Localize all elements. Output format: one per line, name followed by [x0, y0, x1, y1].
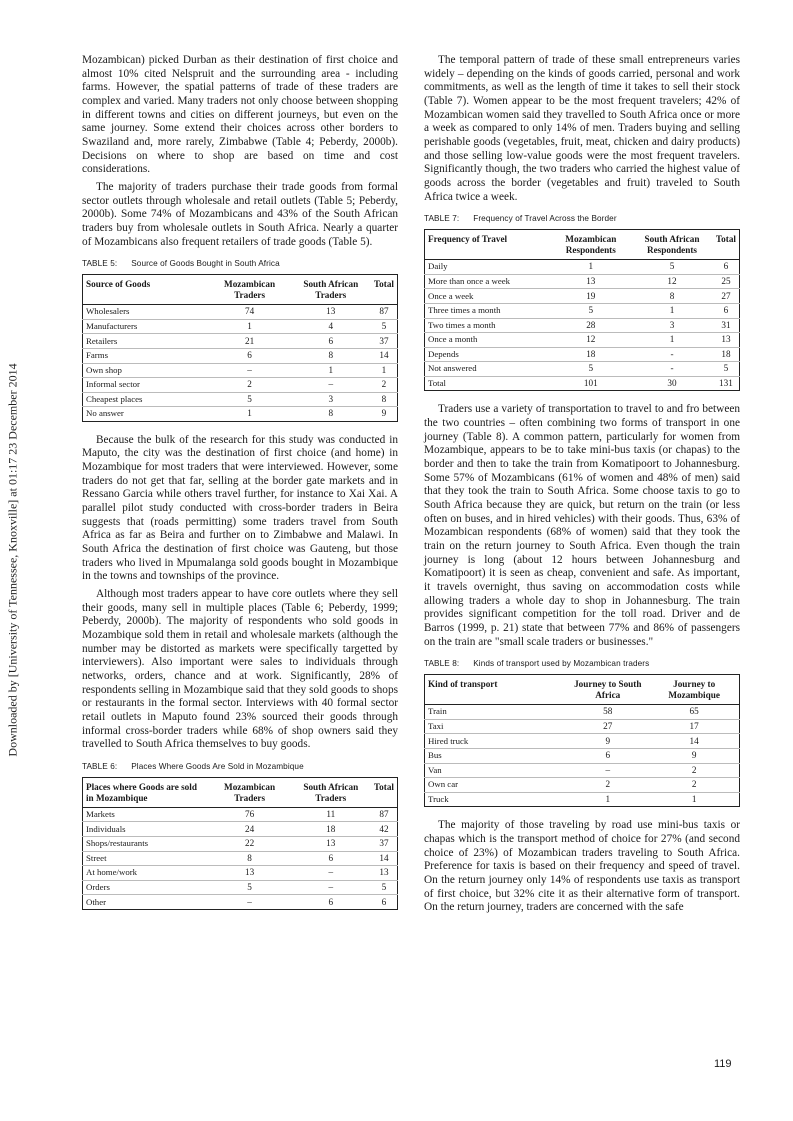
row-label-cell: Train [428, 706, 447, 717]
table-row [425, 318, 740, 333]
table-row [83, 407, 398, 422]
value-cell: 27 [603, 721, 613, 731]
value-cell: – [328, 379, 334, 390]
table8-caption [424, 659, 740, 668]
table-row [83, 895, 398, 910]
page-number: 119 [714, 1058, 732, 1070]
row-label-cell: At home/work [86, 867, 138, 878]
left-paragraph-1: Mozambican) picked Durban as their destination of first choice and almost 10% cited Nelspruit and the surrounding area - including farms. However, the spatial patterns of trade of these traders are complex and varied. Many traders not only choose between shopping in different towns and cities on different journeys, but even on the same journey. Some extend their choices across other borders to Swaziland and, more rarely, Zimbabwe (Table 4; Peberdy, 2000b). Decisions on where to shop are based on time and cost considerations. [82, 54, 398, 176]
value-cell: 1 [669, 334, 675, 345]
table7 [424, 229, 740, 391]
table5-body [83, 305, 398, 422]
left-paragraph-3: Because the bulk of the research for this study was conducted in Maputo, the city was the destination of first choice (and home) in Mozambique for most traders that were interviewed. However, some traders do not get that far, selling at the border gate markets and in Ressano Garcia while others travel further, for instance to Xai Xai. A parallel pilot study conducted with cross-border traders in Beira suggests that (roads permitting) some traders travel from South Africa as far as Beira and further on to Zimbabwe and Malawi. In South Africa the destination of first choice was Gauteng, but those traders who lived in Mpumalanga sold goods bought in Mozambique in the towns and townships of the province. [82, 433, 398, 583]
value-cell: 2 [691, 779, 697, 790]
table7-number: TABLE 7: [424, 214, 460, 224]
value-cell: 6 [605, 750, 611, 761]
table6-caption [82, 762, 398, 771]
table6-header: Mozambican Traders [209, 777, 291, 807]
left-paragraph-4: Although most traders appear to have core outlets where they sell their goods, many sell in multiple places (Table 6; Peberdy, 1999; Peberdy, 2000b). The majority of respondents who sold goods in Mozambique sold them in retail and wholesale markets (although the number may be distorted as markets were specifically targetted by interviewers). Also important were sales to individuals through networks, orders, chance and at work. Significantly, 28% of respondents selling in Mozambique said that they sold goods to shops or restaurants in the formal sector. Interviews with 40 formal sector retail outlets in Maputo found 23% sourced their goods through informal cross-border traders while 68% of shop owners said they travelled to South Africa themselves to buy goods. [82, 588, 398, 751]
table-row [425, 289, 740, 304]
table-row [425, 792, 740, 807]
download-watermark [0, 0, 26, 1121]
value-cell: 101 [583, 378, 598, 389]
value-cell: 13 [721, 334, 731, 345]
value-cell: 4 [328, 320, 334, 331]
value-cell: 8 [328, 350, 334, 361]
right-paragraph-1: The temporal pattern of trade of these small entrepreneurs varies widely – depending on the kinds of goods carried, personal and work commitments, as well as the length of time it takes to sell their stock (Table 7). Women appear to be the most frequent travelers; 42% of Mozambican women said they travelled to South Africa once or more a week as compared to only 14% of men. Traders buying and selling perishable goods (vegetables, fruit, meat, chicken and dairy products) and those selling low-value goods were the most frequent travelers. Significantly though, the two traders who carried the highest value of goods across the border (vegetables and fruit) traveled to South Africa twice a week. [424, 54, 740, 203]
value-cell: 1 [605, 793, 611, 804]
table-row [425, 274, 740, 289]
row-label-cell: Markets [86, 809, 115, 820]
table-row [83, 334, 398, 349]
table-row [425, 734, 740, 749]
value-cell: 13 [326, 306, 336, 317]
table5-header: Source of Goods [83, 275, 209, 305]
table5-header: Total [371, 275, 398, 305]
value-cell: 5 [247, 881, 252, 892]
value-cell: 58 [603, 706, 613, 717]
row-label-cell: Daily [428, 261, 448, 272]
value-cell: – [605, 764, 611, 775]
table5-header: Mozambican Traders [209, 275, 291, 305]
value-cell: 6 [328, 896, 334, 907]
row-label-cell: Total [428, 378, 446, 389]
value-cell: 6 [328, 335, 334, 346]
value-cell: 13 [586, 275, 596, 286]
value-cell: 5 [588, 363, 594, 374]
table7-body [425, 260, 740, 391]
table5-title: Source of Goods Bought in South Africa [131, 259, 280, 269]
table7-header: Frequency of Travel [425, 230, 551, 260]
value-cell: 1 [669, 305, 675, 316]
table-row [425, 362, 740, 377]
value-cell: 5 [381, 320, 387, 331]
table7-caption [424, 214, 740, 223]
value-cell: 9 [381, 408, 387, 419]
value-cell: 1 [381, 364, 387, 375]
row-label-cell: Farms [86, 350, 108, 361]
table-row [83, 378, 398, 393]
table-row [83, 348, 398, 363]
value-cell: 31 [721, 319, 731, 330]
value-cell: 42 [379, 823, 389, 834]
table6-body [83, 807, 398, 909]
row-label-cell: No answer [86, 408, 124, 419]
value-cell: 87 [379, 306, 389, 317]
value-cell: 18 [721, 348, 731, 359]
value-cell: 19 [586, 290, 596, 301]
value-cell: 13 [379, 867, 389, 878]
table7-header: Mozambican Respondents [551, 230, 632, 260]
value-cell: 1 [588, 261, 594, 272]
row-label-cell: Truck [428, 793, 449, 804]
value-cell: 9 [691, 750, 697, 761]
value-cell: 6 [381, 896, 387, 907]
left-column [82, 54, 398, 922]
row-label-cell: Own car [428, 779, 459, 790]
table-row [83, 851, 398, 866]
table-row [83, 880, 398, 895]
value-cell: 1 [247, 408, 252, 419]
table8 [424, 674, 740, 807]
table-row [425, 778, 740, 793]
value-cell: 8 [669, 290, 675, 301]
value-cell: 3 [669, 319, 675, 330]
row-label-cell: Hired truck [428, 735, 469, 746]
table-row [83, 866, 398, 881]
value-cell: - [670, 348, 674, 359]
table6-title: Places Where Goods Are Sold in Mozambique [131, 761, 304, 771]
table6-header: Places where Goods are sold in Mozambique [83, 777, 209, 807]
table5 [82, 274, 398, 422]
table6-number: TABLE 6: [82, 761, 118, 771]
value-cell: 9 [605, 735, 611, 746]
row-label-cell: Individuals [86, 823, 126, 834]
value-cell: 6 [247, 350, 252, 361]
table6-header: Total [371, 777, 398, 807]
value-cell: 2 [381, 379, 387, 390]
row-label-cell: Shops/restaurants [86, 838, 149, 849]
value-cell: 37 [379, 335, 389, 346]
value-cell: 14 [689, 735, 699, 746]
table8-header: Journey to South Africa [566, 675, 649, 705]
value-cell: 12 [667, 275, 677, 286]
table7-header: Total [713, 230, 740, 260]
value-cell: 87 [379, 809, 389, 820]
value-cell: 8 [247, 852, 252, 863]
value-cell: 6 [723, 305, 729, 316]
table8-body [425, 705, 740, 807]
table8-header: Journey to Mozambique [649, 675, 739, 705]
table-row [425, 719, 740, 734]
value-cell: 74 [244, 306, 255, 317]
table-row [83, 319, 398, 334]
row-label-cell: Two times a month [428, 319, 496, 330]
value-cell: 18 [326, 823, 336, 834]
value-cell: 12 [586, 334, 596, 345]
table-row [425, 705, 740, 720]
row-label-cell: Not answered [428, 363, 477, 374]
table6 [82, 777, 398, 910]
value-cell: 5 [723, 363, 729, 374]
row-label-cell: Informal sector [86, 379, 140, 390]
row-label-cell: Wholesalers [86, 306, 130, 317]
table-row [83, 807, 398, 822]
value-cell: – [247, 364, 252, 375]
table-row [83, 305, 398, 320]
table7-title: Frequency of Travel Across the Border [473, 214, 617, 224]
value-cell: 13 [326, 838, 336, 849]
value-cell: 17 [689, 721, 699, 731]
left-paragraph-2: The majority of traders purchase their trade goods from formal sector outlets through wholesale and retail outlets (Table 5; Peberdy, 2000b). Some 74% of Mozambicans and 43% of the South African traders buy from wholesale outlets in South Africa. Nearly a quarter of Mozambicans also frequent retailers of trade goods (Table 5). [82, 180, 398, 248]
table-row [425, 763, 740, 778]
value-cell: 25 [721, 275, 731, 286]
row-label-cell: Once a week [428, 290, 474, 301]
value-cell: 5 [669, 261, 675, 272]
value-cell: 30 [667, 378, 677, 389]
value-cell: 37 [379, 838, 389, 849]
value-cell: 76 [244, 809, 255, 820]
table-row [425, 260, 740, 275]
table5-number: TABLE 5: [82, 259, 118, 269]
value-cell: 24 [244, 823, 255, 834]
table-row [425, 347, 740, 362]
value-cell: – [328, 867, 334, 878]
value-cell: 8 [328, 408, 334, 419]
value-cell: 27 [721, 290, 731, 301]
row-label-cell: Street [86, 852, 107, 863]
value-cell: - [670, 363, 674, 374]
table5-header: South African Traders [291, 275, 371, 305]
value-cell: 1 [328, 364, 334, 375]
value-cell: – [328, 881, 334, 892]
value-cell: 14 [379, 350, 389, 361]
table-row [425, 376, 740, 391]
value-cell: 2 [605, 779, 611, 790]
row-label-cell: Own shop [86, 364, 122, 375]
value-cell: 2 [691, 764, 697, 775]
value-cell: 6 [328, 852, 334, 863]
row-label-cell: Manufacturers [86, 320, 138, 331]
value-cell: 1 [691, 793, 697, 804]
value-cell: 22 [244, 838, 255, 849]
value-cell: 6 [723, 261, 729, 272]
row-label-cell: Once a month [428, 334, 478, 345]
row-label-cell: Bus [428, 750, 442, 761]
right-column [424, 54, 740, 919]
value-cell: 65 [689, 706, 699, 717]
row-label-cell: Taxi [428, 721, 444, 731]
table8-header: Kind of transport [425, 675, 567, 705]
right-paragraph-3: The majority of those traveling by road use mini-bus taxis or chapas which is the transport method of choice for 27% (and second choice of 23%) of Mozambican traders traveling to South Africa. Preference for taxis is based on their frequency and speed of travel. On the return journey only 14% of respondents use taxis as transport of first choice, but 32% cite it as their alternative form of transport. On the return journey, traders are concerned with the safe [424, 819, 740, 914]
value-cell: 2 [247, 379, 252, 390]
value-cell: 5 [247, 393, 252, 404]
table-row [83, 363, 398, 378]
row-label-cell: More than once a week [428, 275, 511, 286]
table5-caption [82, 259, 398, 268]
table-row [83, 837, 398, 852]
row-label-cell: Cheapest places [86, 393, 143, 404]
value-cell: 5 [588, 305, 594, 316]
row-label-cell: Retailers [86, 335, 118, 346]
table-row [83, 822, 398, 837]
value-cell: – [247, 896, 252, 907]
row-label-cell: Orders [86, 881, 110, 892]
value-cell: 13 [244, 867, 255, 878]
value-cell: 11 [326, 809, 336, 820]
value-cell: 8 [381, 393, 387, 404]
row-label-cell: Van [428, 764, 442, 775]
table-row [425, 303, 740, 318]
row-label-cell: Three times a month [428, 305, 501, 316]
value-cell: 1 [247, 320, 252, 331]
table-row [425, 333, 740, 348]
table-row [425, 748, 740, 763]
table8-number: TABLE 8: [424, 659, 460, 669]
table-row [83, 392, 398, 407]
value-cell: 18 [586, 348, 596, 359]
row-label-cell: Depends [428, 348, 459, 359]
watermark-text: Downloaded by [University of Tennessee, Knoxville] at 01:17 23 December 2014 [5, 363, 20, 757]
value-cell: 28 [586, 319, 596, 330]
value-cell: 3 [328, 393, 334, 404]
value-cell: 131 [719, 378, 733, 389]
value-cell: 21 [244, 335, 255, 346]
right-paragraph-2: Traders use a variety of transportation to travel to and fro between the two countries – often combining two forms of transport in one journey (Table 8). A common pattern, particularly for women from Mozambique, appears to be to take mini-bus taxis (or chapas) to the border and then to take the train from Komatipoort to Johannesburg. Some 57% of Mozambicans (61% of women and 48% of men) said that they took the train to South Africa. Some choose taxis to go to South Africa because they are quick, but return on the train (or less often on buses, and in hired vehicles) with their goods. Thus, 63% of Mozambican respondents (68% of women) said that they took the train on the return journey to South Africa. Even though the train journey is long (about 12 hours between Johannesburg and Komatipoort) it is seen as cheap, convenient and safe. As important, it travels overnight, thus saving on accommodation costs while allowing traders a whole day to shop in Johannesburg. The train provides significant competition for the toll road. Driver and de Barros (1999, p. 21) state that between 77% and 86% of passengers on the train are "small scale traders or businesses." [424, 403, 740, 648]
table7-header: South African Respondents [631, 230, 713, 260]
value-cell: 5 [381, 881, 387, 892]
table6-header: South African Traders [291, 777, 371, 807]
table8-title: Kinds of transport used by Mozambican traders [473, 659, 650, 669]
value-cell: 14 [379, 852, 389, 863]
row-label-cell: Other [86, 896, 107, 907]
